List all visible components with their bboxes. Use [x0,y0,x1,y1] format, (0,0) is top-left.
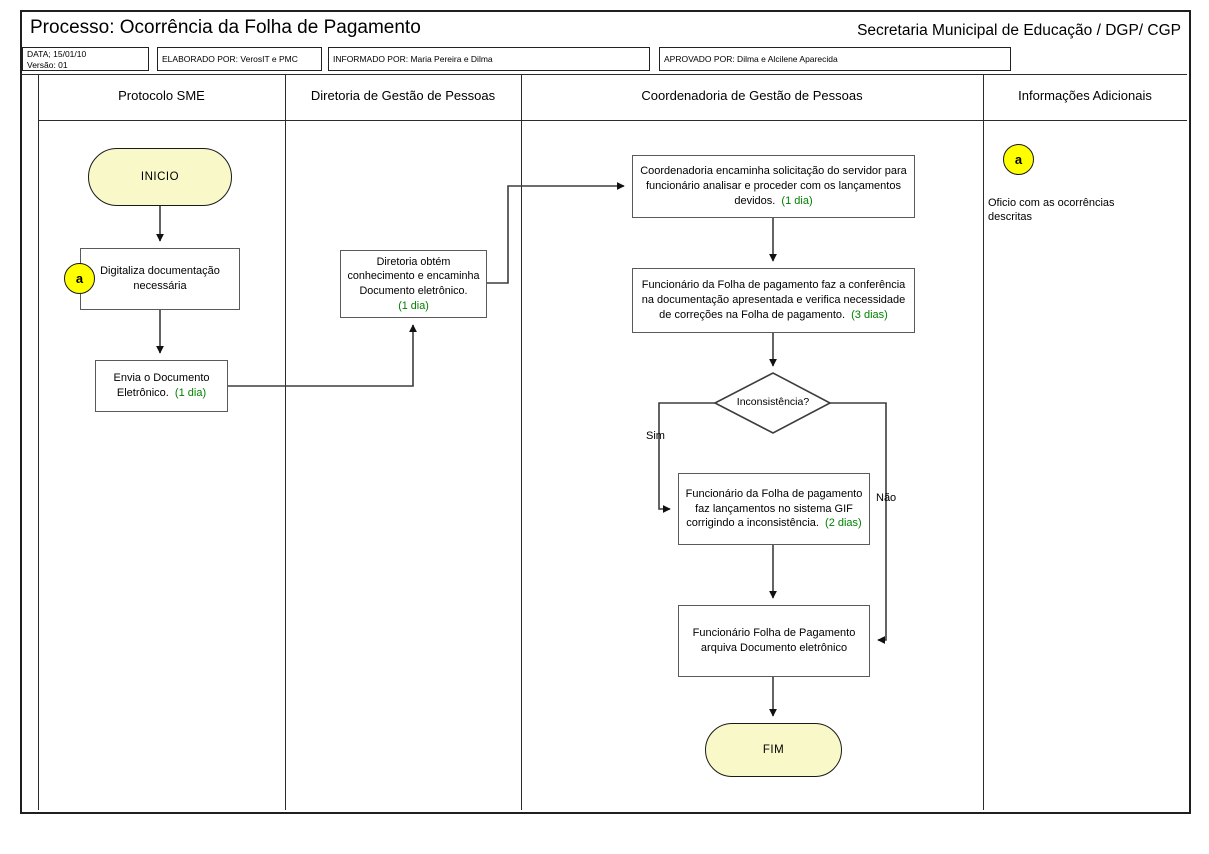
process-envia-duration: (1 dia) [174,387,207,399]
annotation-marker-a-digitaliza: a [64,263,95,294]
process-lancamentos-text: Funcionário da Folha de pagamento faz lançamentos no sistema GIF corrigindo a inconsistência. [685,487,863,530]
lane-header-coordenadoria: Coordenadoria de Gestão de Pessoas [641,88,863,103]
process-conferencia [632,268,915,333]
process-coordenadoria-encaminha [632,155,915,218]
process-envia-text: Envia o Documento Eletrônico. [113,372,210,399]
process-envia-documento [95,360,228,412]
edge-label-sim: Sim [646,430,665,442]
org-title: Secretaria Municipal de Educação / DGP/ CGP [857,22,1181,39]
process-diretoria-encaminha [340,250,487,318]
meta-approved: APROVADO POR: Dilma e Alcilene Aparecida [664,54,838,65]
lane-header-informacoes: Informações Adicionais [1018,88,1152,103]
process-arquiva-documento [678,605,870,677]
lane-header-protocolo-sme: Protocolo SME [118,88,205,103]
connector-envia-diretoria [228,325,413,386]
decision-inconsistencia-label: Inconsistência? [736,396,810,408]
process-coordenadoria-duration: (1 dia) [781,194,813,207]
meta-date: DATA; 15/01/10 [27,48,87,59]
lane-header-diretoria: Diretoria de Gestão de Pessoas [310,88,496,103]
process-digitaliza [80,248,240,310]
annotation-oficio-text: Oficio com as ocorrências descritas [988,197,1115,224]
process-digitaliza-label: Digitaliza documentação necessária [100,265,220,292]
start-node: INICIO [88,148,232,206]
process-coordenadoria-text: Coordenadoria encaminha solicitação do servidor para funcionário analisar e proceder com os lançamentos devidos. [640,165,907,207]
annotation-marker-a-info: a [1003,144,1034,175]
page-title: Processo: Ocorrência da Folha de Pagamento [30,17,421,38]
process-arquiva-label: Funcionário Folha de Pagamento arquiva Documento eletrônico [692,627,856,654]
meta-elaborated: ELABORADO POR: VerosIT e PMC [162,54,298,65]
end-node: FIM [705,723,842,777]
process-conferencia-text: Funcionário da Folha de pagamento faz a conferência na documentação apresentada e verifica necessidade de correções na Folha de pagamento. [641,279,906,321]
process-diretoria-text: Diretoria obtém conhecimento e encaminha Documento eletrônico. [347,255,480,297]
process-lancamentos-gif [678,473,870,545]
meta-version: Versão: 01 [27,59,68,70]
process-conferencia-duration: (3 dias) [851,308,888,321]
process-diretoria-duration: (1 dia) [398,299,429,312]
process-lancamentos-duration: (2 dias) [825,517,862,530]
connector-diretoria-coordenadoria [487,186,624,283]
meta-informed: INFORMADO POR: Maria Pereira e Dilma [333,54,493,65]
edge-label-nao: Não [876,492,897,504]
